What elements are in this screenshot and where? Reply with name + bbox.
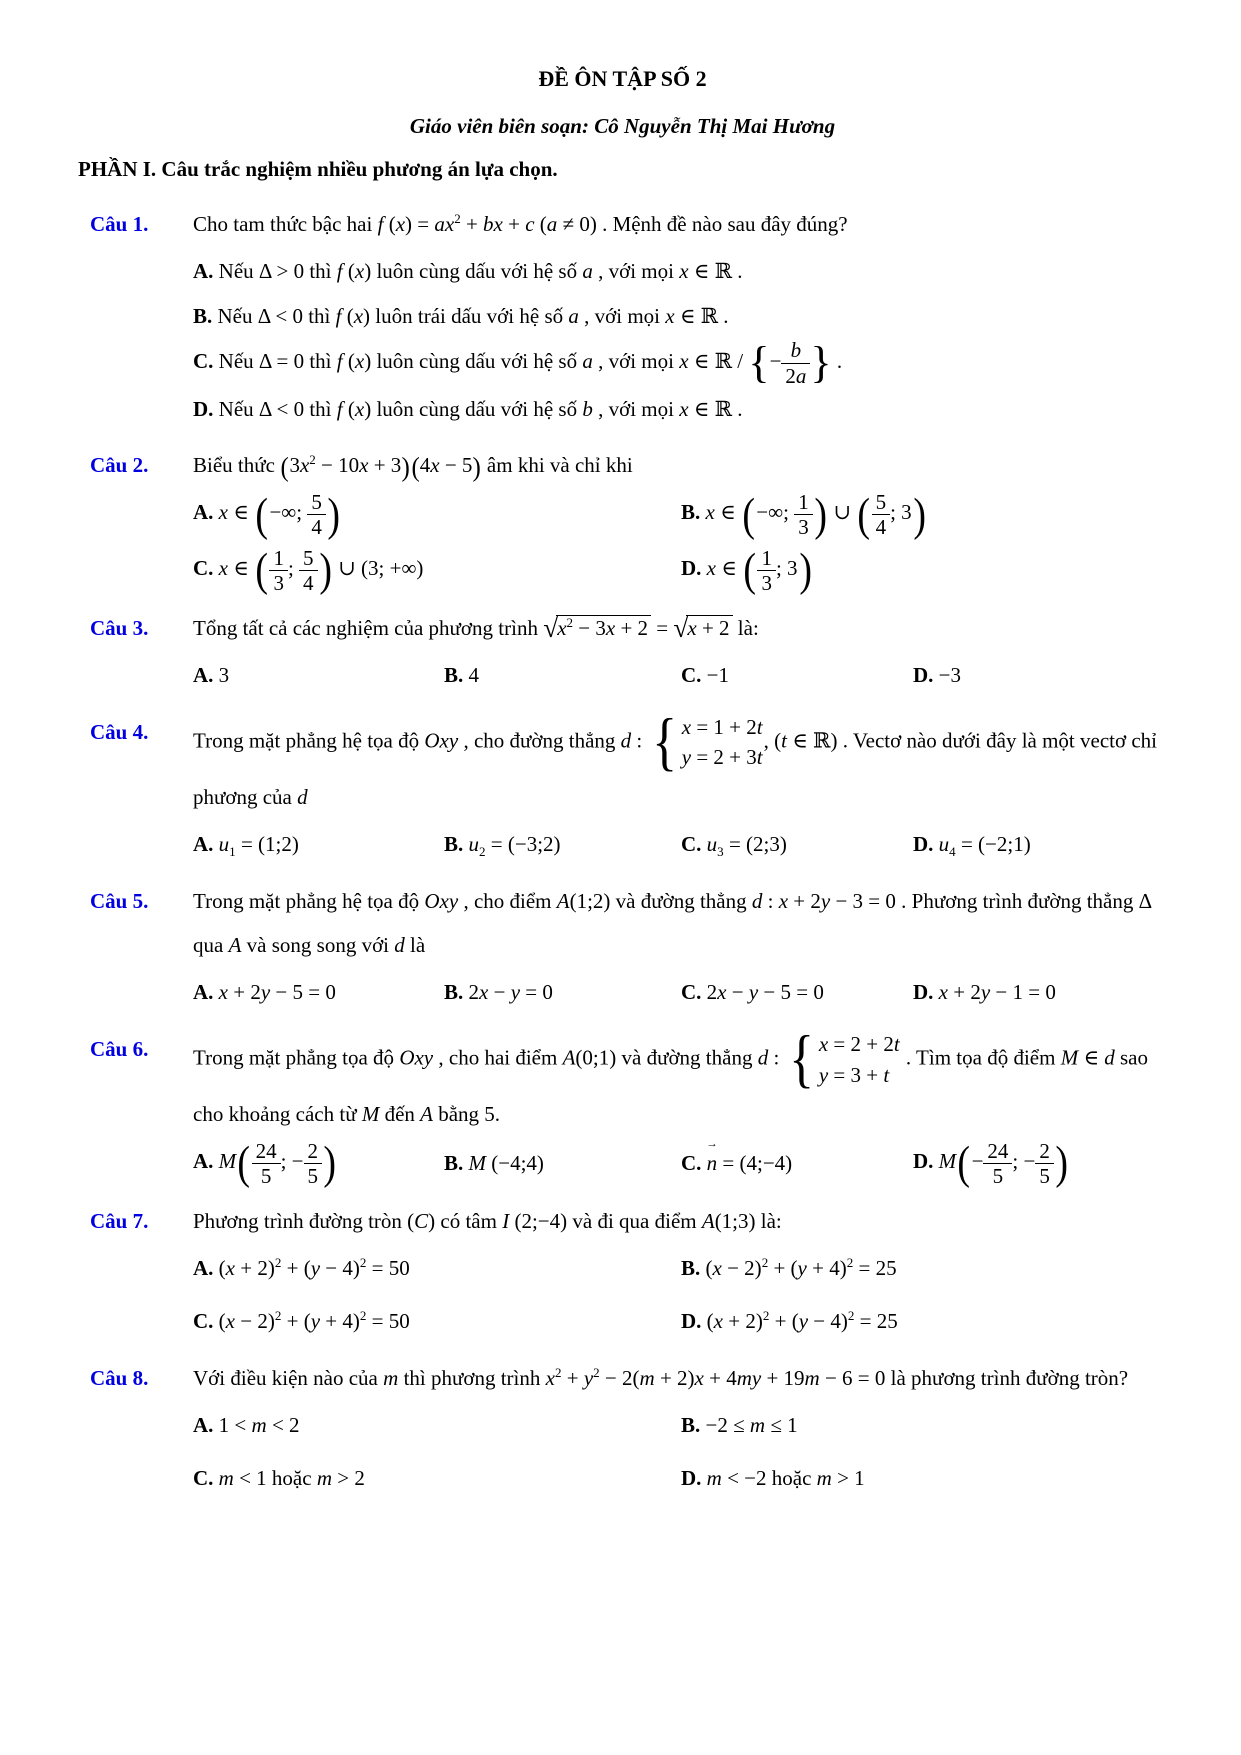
option-A: A. M( $\frac{24}{5}$ ; − $\frac{2}{5}$ ) [193, 1137, 337, 1189]
option-D: D. x + 2y − 1 = 0 [913, 980, 1056, 1005]
option-D: D. $u_4$ = (−2;1) [913, 831, 1031, 859]
options [193, 1139, 1167, 1187]
option-A: A. $(x + 2)^2 + (y - 4)^2 = 50$ [193, 1254, 410, 1280]
option-C: C. x ∈ ( $\frac{1}{3}$ ; $\frac{5}{4}$ ) ∪ (3; +∞) [193, 544, 424, 596]
question-body [193, 606, 1167, 698]
question-stem: Trong mặt phẳng hệ tọa độ Oxy , cho điểm A(1;2) và đường thẳng d : x + 2y − 3 = 0 . Phương trình đường thẳng Δ qua A và song song với d là [193, 888, 1151, 958]
options [193, 1403, 1167, 1501]
question [78, 1199, 1167, 1344]
question [78, 1356, 1167, 1501]
question [78, 443, 1167, 596]
question-stem: Biểu thức $(3x^2 - 10x + 3)(4x - 5)$ âm khi và chỉ khi [193, 451, 633, 483]
option-A: A. 1 < m < 2 [193, 1412, 300, 1437]
question-stem: Với điều kiện nào của m thì phương trình $x^2 + y^2 - 2(m + 2)x + 4my + 19m - 6 = 0$ là phương trình đường tròn? [193, 1364, 1129, 1390]
option-B: B. 2x − y = 0 [444, 980, 553, 1005]
question-stem: Trong mặt phẳng tọa độ Oxy , cho hai điểm A(0;1) và đường thẳng d : { x = 2 + 2t y = 3 + t . Tìm tọa độ điểm M ∈ d sao cho khoảng cách từ M đến A bằng 5. [193, 1023, 1148, 1127]
question-stem: Phương trình đường tròn (C) có tâm I (2;−4) và đi qua điểm A(1;3) là: [193, 1208, 782, 1233]
option-B: B. −2 ≤ m ≤ 1 [681, 1412, 798, 1437]
question-body [193, 202, 1167, 431]
section-heading: PHẦN I. Câu trắc nghiệm nhiều phương án lựa chọn. [78, 157, 558, 181]
options [193, 970, 1167, 1015]
option-B: B. $(x - 2)^2 + (y + 4)^2 = 25$ [681, 1254, 897, 1280]
option-D: D. Nếu Δ < 0 thì f (x) luôn cùng dấu với hệ số b , với mọi x ∈ ℝ . [193, 396, 743, 421]
options [193, 249, 1167, 432]
question-body [193, 443, 1167, 596]
option-C: C. m < 1 hoặc m > 2 [193, 1465, 365, 1490]
question-number: Câu 4. [90, 719, 149, 744]
question-body [193, 705, 1167, 867]
options [193, 1246, 1167, 1344]
option-D: D. m < −2 hoặc m > 1 [681, 1465, 865, 1490]
option-A: A. $u_1$ = (1;2) [193, 831, 299, 859]
question-number: Câu 7. [90, 1208, 149, 1233]
option-D: D. x ∈ ( $\frac{1}{3}$ ; 3) [681, 544, 812, 596]
question-number: Câu 8. [90, 1365, 149, 1390]
question-number: Câu 5. [90, 888, 149, 913]
question-stem: Tổng tất cả các nghiệm của phương trình $√x^2 - 3x + 2 = √x + 2$ là: [193, 613, 759, 644]
option-B: B. $u_2$ = (−3;2) [444, 831, 561, 859]
options [193, 822, 1167, 867]
question-stem: Cho tam thức bậc hai f $(x) = ax^2$ + bx + c (a ≠ 0) . Mệnh đề nào sau đây đúng? [193, 211, 848, 236]
option-C: C. 2x − y − 5 = 0 [681, 980, 824, 1005]
question-number: Câu 2. [90, 453, 149, 478]
question [78, 1023, 1167, 1189]
question-body [193, 879, 1167, 1016]
option-B: B. x ∈ (−∞; $\frac{1}{3}$ ) ∪ ( $\frac{5}{4}$ ; 3) [681, 488, 926, 540]
option-A: A. 3 [193, 662, 230, 687]
question-number: Câu 1. [90, 212, 149, 236]
question [78, 705, 1167, 867]
option-C: C. Nếu Δ = 0 thì f (x) luôn cùng dấu với hệ số a , với mọi x ∈ ℝ / {− $\frac{b}{2a}$ } . [193, 338, 843, 388]
option-A: A. Nếu Δ > 0 thì f (x) luôn cùng dấu với hệ số a , với mọi x ∈ ℝ . [193, 258, 743, 283]
question-body [193, 1356, 1167, 1501]
question-number: Câu 6. [90, 1037, 149, 1062]
question-list [78, 202, 1167, 1501]
question [78, 606, 1167, 698]
option-A: A. x + 2y − 5 = 0 [193, 980, 336, 1005]
option-C: C. $(x - 2)^2 + (y + 4)^2 = 50$ [193, 1307, 410, 1333]
question-body [193, 1023, 1167, 1189]
options [193, 488, 1167, 596]
option-C: C. −1 [681, 662, 730, 687]
option-B: B. Nếu Δ < 0 thì f (x) luôn trái dấu với hệ số a , với mọi x ∈ ℝ . [193, 303, 729, 328]
question-stem: Trong mặt phẳng hệ tọa độ Oxy , cho đường thẳng d : { x = 1 + 2t y = 2 + 3t , (t ∈ ℝ) . Vectơ nào dưới đây là một vectơ chỉ phương của d [193, 705, 1158, 809]
option-D: D. −3 [913, 662, 962, 687]
document-author: Giáo viên biên soạn: Cô Nguyễn Thị Mai Hương [409, 114, 836, 138]
question-body [193, 1199, 1167, 1344]
option-B: B. M (−4;4) [444, 1150, 544, 1175]
question [78, 202, 1167, 431]
option-D: D. M(− $\frac{24}{5}$ ; − $\frac{2}{5}$ ) [913, 1137, 1068, 1189]
option-C: C. $u_3$ = (2;3) [681, 831, 787, 859]
question-number: Câu 3. [90, 615, 149, 640]
option-A: A. x ∈ (−∞; $\frac{5}{4}$ ) [193, 488, 340, 540]
question [78, 879, 1167, 1016]
options [193, 653, 1167, 698]
option-B: B. 4 [444, 662, 480, 687]
document-title: ĐỀ ÔN TẬP SỐ 2 [538, 66, 707, 91]
option-C: C. → n = (4;−4) [681, 1141, 913, 1186]
option-D: D. $(x + 2)^2 + (y - 4)^2 = 25$ [681, 1307, 898, 1333]
